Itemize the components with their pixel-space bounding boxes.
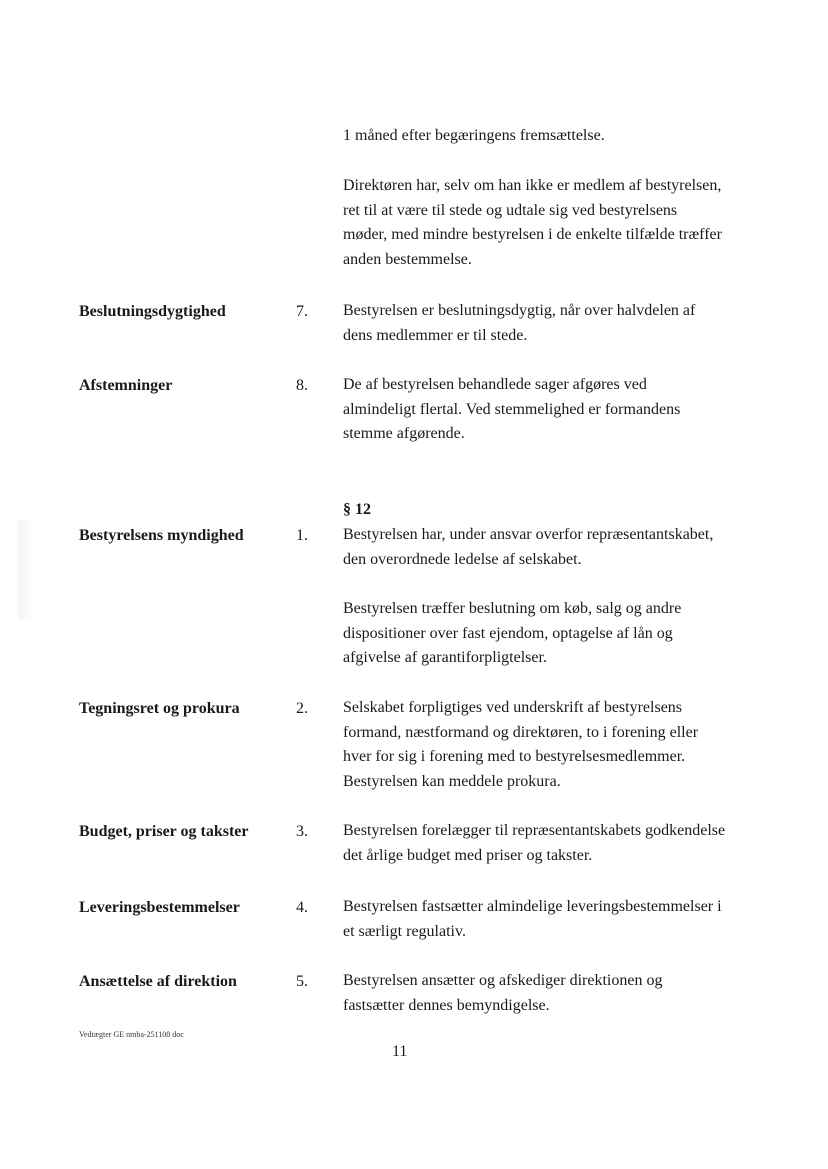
- page-number: 11: [392, 1043, 408, 1060]
- section-number: 3.: [296, 823, 308, 840]
- section-number: 1.: [296, 527, 308, 544]
- side-heading: Budget, priser og takster: [79, 823, 249, 840]
- side-heading: Afstemninger: [79, 377, 173, 394]
- paragraph-text: Bestyrelsen ansætter og afskediger direktionen og fastsætter dennes bemyndigelse.: [343, 972, 663, 1014]
- scan-edge-shade: [18, 520, 32, 620]
- paragraph-text: 1 måned efter begæringens fremsættelse.: [343, 127, 605, 144]
- section-number: 7.: [296, 303, 308, 320]
- paragraph-director: [343, 174, 723, 272]
- section-number: 2.: [296, 700, 308, 717]
- paragraph-text: Bestyrelsen har, under ansvar overfor repræsentantskabet, den overordnede ledelse af selskabet.: [343, 526, 714, 568]
- side-heading: Ansættelse af direktion: [79, 973, 237, 990]
- paragraph-continuation: [343, 124, 728, 149]
- paragraph-text: Direktøren har, selv om han ikke er medlem af bestyrelsen, ret til at være til stede og udtale sig ved bestyrelsens møder, med mindre bestyrelsen i de enkelte tilfælde træffer anden bestemmelse.: [343, 177, 722, 268]
- section-number: 4.: [296, 899, 308, 916]
- section-text: [343, 895, 728, 944]
- side-heading: Beslutningsdygtighed: [79, 303, 226, 320]
- section-mark: § 12: [343, 501, 371, 518]
- paragraph-text: Bestyrelsen træffer beslutning om køb, salg og andre dispositioner over fast ejendom, optagelse af lån og afgivelse af garantiforpligtelser.: [343, 600, 682, 666]
- section-text: [343, 819, 728, 868]
- section-text: [343, 523, 723, 572]
- section-text-continued: [343, 597, 728, 671]
- side-heading: Leveringsbestemmelser: [79, 899, 240, 916]
- paragraph-text: Selskabet forpligtiges ved underskrift af bestyrelsens formand, næstformand og direktøren, to i forening eller hver for sig i forening med to bestyrelsesmedlemmer. Bestyrelsen kan meddele prokura.: [343, 699, 699, 790]
- footer-filename: Vedtægter GE nmba-251108 doc: [79, 1030, 184, 1039]
- section-number: 5.: [296, 973, 308, 990]
- section-text: [343, 969, 723, 1018]
- side-heading: Tegningsret og prokura: [79, 700, 240, 717]
- section-text: [343, 696, 728, 794]
- paragraph-text: Bestyrelsen fastsætter almindelige leveringsbestemmelser i et særligt regulativ.: [343, 898, 722, 940]
- section-text: [343, 299, 723, 348]
- paragraph-text: Bestyrelsen forelægger til repræsentantskabets godkendelse det årlige budget med priser og takster.: [343, 822, 726, 864]
- paragraph-text: Bestyrelsen er beslutningsdygtig, når over halvdelen af dens medlemmer er til stede.: [343, 302, 696, 344]
- section-number: 8.: [296, 377, 308, 394]
- section-text: [343, 373, 718, 447]
- side-heading: Bestyrelsens myndighed: [79, 527, 244, 544]
- paragraph-text: De af bestyrelsen behandlede sager afgøres ved almindeligt flertal. Ved stemmelighed er formandens stemme afgørende.: [343, 376, 681, 442]
